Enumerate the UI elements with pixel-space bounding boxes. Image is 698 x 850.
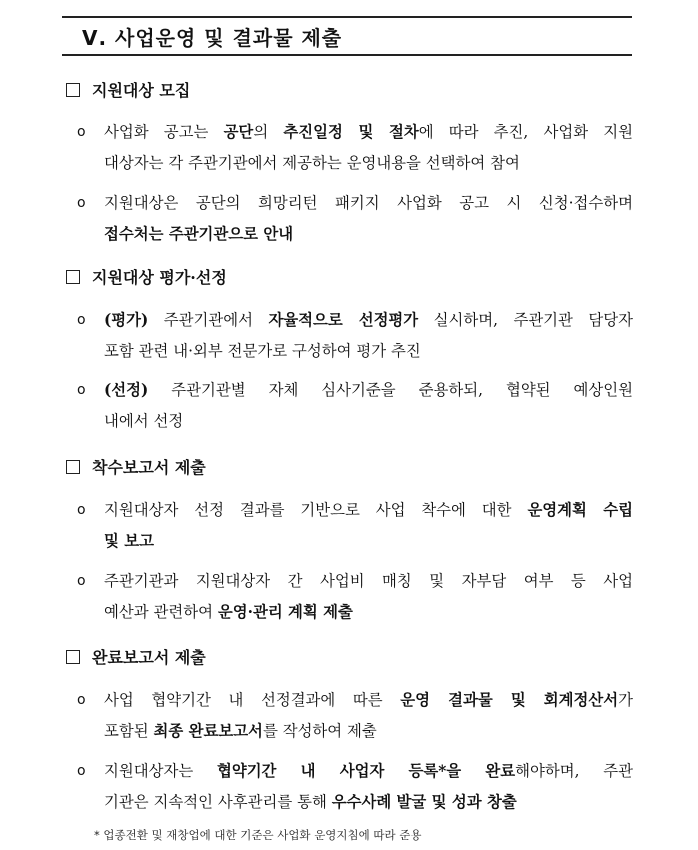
bold-text-run: 자율적으로 선정평가 xyxy=(268,311,419,329)
item-line-1 xyxy=(104,375,633,406)
text-run: 가 xyxy=(618,691,633,709)
text-run: 지원대상은 공단의 희망리턴 패키지 사업화 공고 시 신청·접수하며 xyxy=(104,194,633,212)
text-run: 를 작성하여 제출 xyxy=(262,722,377,740)
item-line-1 xyxy=(104,188,633,219)
item-line-1 xyxy=(104,305,633,336)
bold-text-run: 운영·관리 계획 제출 xyxy=(217,603,353,621)
checkbox-square-icon xyxy=(66,270,80,284)
text-run: 대상자는 각 주관기관에서 제공하는 운영내용을 선택하여 참여 xyxy=(104,154,520,172)
section-heading-label: 지원대상 모집 xyxy=(92,81,191,100)
bullet-icon: o xyxy=(77,502,86,518)
section-heading-label: 지원대상 평가·선정 xyxy=(92,268,227,287)
text-run: 내에서 선정 xyxy=(104,412,184,430)
bullet-icon: o xyxy=(77,382,86,398)
bold-text-run: 및 보고 xyxy=(104,532,154,550)
bold-text-run: 최종 완료보고서 xyxy=(153,722,263,740)
item-line-1 xyxy=(104,566,633,597)
bold-text-run: 공단 xyxy=(223,123,254,141)
text-run: 포함된 xyxy=(104,722,154,740)
bold-text-run: (선정) xyxy=(104,381,149,399)
section-title-box xyxy=(62,16,632,56)
footnote: * 업종전환 및 재창업에 대한 기준은 사업화 운영지침에 따라 준용 xyxy=(94,828,422,842)
text-run: 주관기관에서 xyxy=(148,311,269,329)
bold-text-run: 추진일정 및 절차 xyxy=(283,123,419,141)
bold-text-run: 접수처는 주관기관으로 안내 xyxy=(104,225,294,243)
bold-text-run: 운영 결과물 및 회계정산서 xyxy=(400,691,619,709)
item-line-2 xyxy=(104,148,520,179)
bullet-icon: o xyxy=(77,195,86,211)
section-heading-label: 착수보고서 제출 xyxy=(92,458,206,477)
item-line-1 xyxy=(104,756,633,787)
checkbox-square-icon xyxy=(66,460,80,474)
text-run: 주관기관과 지원대상자 간 사업비 매칭 및 자부담 여부 등 사업 xyxy=(104,572,633,590)
section-heading xyxy=(66,78,190,101)
bold-text-run: 우수사례 발굴 및 성과 창출 xyxy=(331,793,517,811)
bold-text-run: 운영계획 수립 xyxy=(527,501,633,519)
bullet-icon: o xyxy=(77,573,86,589)
item-line-2 xyxy=(104,597,353,628)
bullet-icon: o xyxy=(77,692,86,708)
item-line-2 xyxy=(104,406,183,437)
page-title: Ⅴ. 사업운영 및 결과물 제출 xyxy=(82,26,343,50)
checkbox-square-icon xyxy=(66,83,80,97)
item-line-1 xyxy=(104,685,633,716)
item-line-2 xyxy=(104,336,421,367)
item-line-2 xyxy=(104,526,154,557)
item-line-2 xyxy=(104,716,377,747)
checkbox-square-icon xyxy=(66,650,80,664)
bullet-icon: o xyxy=(77,763,86,779)
item-line-1 xyxy=(104,495,633,526)
bold-text-run: (평가) xyxy=(104,311,149,329)
text-run: 지원대상자는 xyxy=(104,762,217,780)
text-run: 기관은 지속적인 사후관리를 통해 xyxy=(104,793,332,811)
text-run: 예산과 관련하여 xyxy=(104,603,218,621)
text-run: 사업화 공고는 xyxy=(104,123,224,141)
item-line-1 xyxy=(104,117,633,148)
item-line-2 xyxy=(104,787,517,818)
text-run: 에 따라 추진, 사업화 지원 xyxy=(418,123,633,141)
bullet-icon: o xyxy=(77,124,86,140)
section-heading-label: 완료보고서 제출 xyxy=(92,648,206,667)
text-run: 주관기관별 자체 심사기준을 준용하되, 협약된 예상인원 xyxy=(148,381,633,399)
bullet-icon: o xyxy=(77,312,86,328)
text-run: 사업 협약기간 내 선정결과에 따른 xyxy=(104,691,401,709)
text-run: 해야하며, 주관 xyxy=(515,762,633,780)
section-heading xyxy=(66,645,206,668)
text-run: 실시하며, 주관기관 담당자 xyxy=(418,311,633,329)
text-run: 의 xyxy=(253,123,284,141)
text-run: 포함 관련 내·외부 전문가로 구성하여 평가 추진 xyxy=(104,342,421,360)
bold-text-run: 협약기간 내 사업자 등록*을 완료 xyxy=(216,762,516,780)
item-line-2 xyxy=(104,219,293,250)
text-run: 지원대상자 선정 결과를 기반으로 사업 착수에 대한 xyxy=(104,501,528,519)
section-heading xyxy=(66,455,206,478)
section-heading xyxy=(66,265,227,288)
